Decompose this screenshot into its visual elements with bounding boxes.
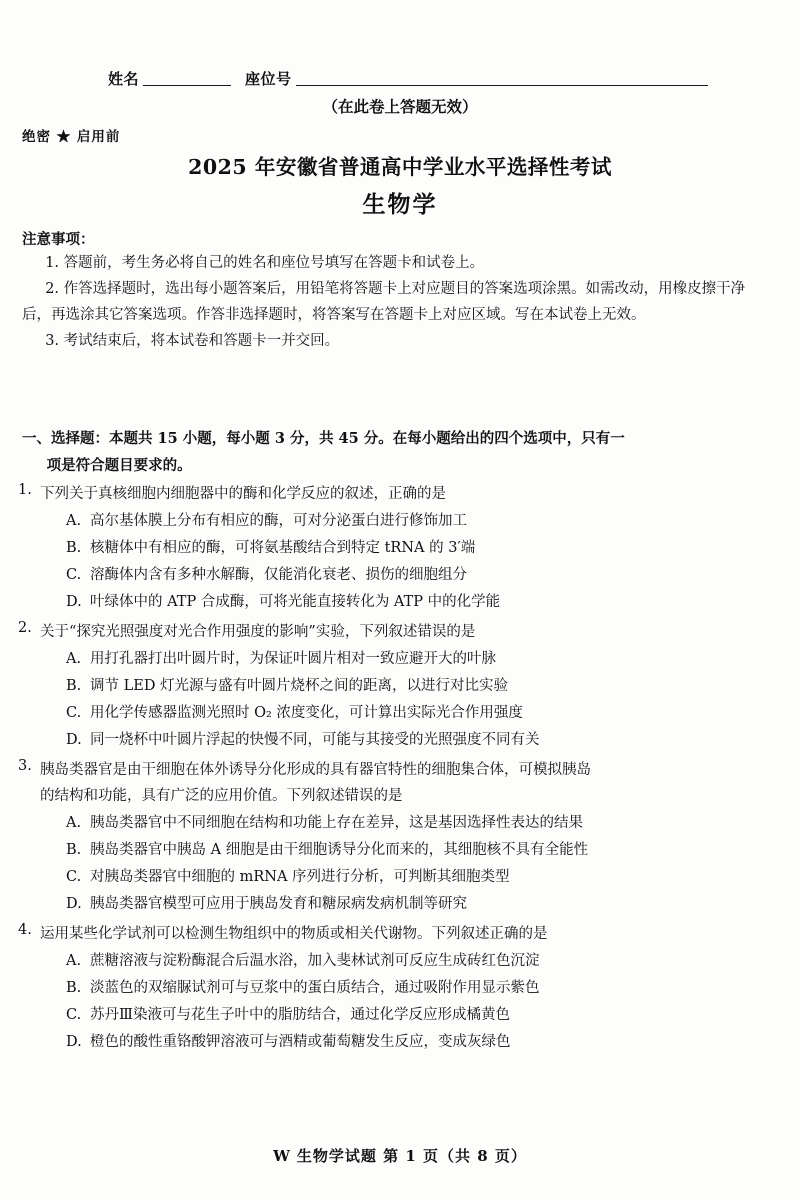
name-label: 姓名 (108, 70, 140, 88)
paper-code: W (273, 1147, 291, 1165)
option-text: 叶绿体中的 ATP 合成酶，可将光能直接转化为 ATP 中的化学能 (90, 594, 501, 610)
notice-item-2: 2. 作答选择题时，选出每小题答案后，用铅笔将答题卡上对应题目的答案选项涂黑。如需改动，用橡皮擦干净后，再选涂其它答案选项。作答非选择题时，将答案写在答题卡上对应区域。写在本试卷上无效。 (22, 281, 746, 323)
option-text: 用打孔器打出叶圆片时，为保证叶圆片相对一致应避开大的叶脉 (90, 651, 496, 667)
option-item[interactable] (40, 508, 786, 535)
invalid-answer-note: （在此卷上答题无效） (322, 97, 478, 116)
section-label: 一、选择题： (22, 430, 109, 447)
section-text-cont: 项是符合题目要求的。 (46, 457, 192, 474)
option-text: 核糖体中有相应的酶，可将氨基酸结合到特定 tRNA 的 3′端 (90, 540, 476, 556)
question-list (18, 482, 786, 1057)
option-text: 淡蓝色的双缩脲试剂可与豆浆中的蛋白质结合，通过吸附作用显示紫色 (90, 980, 540, 996)
question-number: 1. (18, 482, 32, 498)
option-key: C. (66, 705, 82, 721)
option-key: A. (66, 513, 82, 529)
question-item (18, 758, 786, 918)
question-stem: 运用某些化学试剂可以检测生物组织中的物质或相关代谢物。下列叙述正确的是 (40, 926, 548, 942)
option-item[interactable] (40, 1029, 786, 1056)
option-key: D. (66, 1034, 82, 1050)
option-key: A. (66, 953, 82, 969)
option-text: 调节 LED 灯光源与盛有叶圆片烧杯之间的距离，以进行对比实验 (90, 678, 509, 694)
seat-label: 座位号 (245, 70, 292, 88)
option-item[interactable] (40, 700, 786, 727)
option-item[interactable] (40, 891, 800, 918)
option-key: D. (66, 594, 82, 610)
option-text: 用化学传感器监测光照时 O₂ 浓度变化，可计算出实际光合作用强度 (90, 705, 523, 721)
option-text: 高尔基体膜上分布有相应的酶，可对分泌蛋白进行修饰加工 (90, 513, 467, 529)
option-text: 溶酶体内含有多种水解酶，仅能消化衰老、损伤的细胞组分 (90, 567, 467, 583)
option-key: B. (66, 842, 82, 858)
secret-mark: 绝密 ★ 启用前 (22, 129, 121, 145)
option-key: D. (66, 732, 82, 748)
option-text: 胰岛类器官中不同细胞在结构和功能上存在差异，这是基因选择性表达的结果 (90, 815, 583, 831)
question-item (18, 922, 786, 1056)
option-key: C. (66, 1007, 82, 1023)
question-item (18, 620, 786, 754)
page-footer (0, 1145, 800, 1166)
section-heading (22, 425, 770, 479)
option-key: A. (66, 651, 82, 667)
option-item[interactable] (40, 727, 786, 754)
option-item[interactable] (40, 589, 786, 616)
option-text: 橙色的酸性重铬酸钾溶液可与酒精或葡萄糖发生反应，变成灰绿色 (90, 1034, 511, 1050)
option-item[interactable] (40, 646, 786, 673)
question-body (40, 922, 786, 1056)
notice-body (22, 250, 774, 354)
option-key: B. (66, 678, 82, 694)
question-body (40, 620, 786, 754)
question-stem: 关于“探究光照强度对光合作用强度的影响”实验，下列叙述错误的是 (40, 624, 476, 640)
footer-text: 生物学试题 第 1 页（共 8 页） (296, 1147, 527, 1165)
option-key: B. (66, 980, 82, 996)
option-item[interactable] (40, 562, 786, 589)
section-text: 本题共 15 小题，每小题 3 分，共 45 分。在每小题给出的四个选项中，只有一 (109, 430, 625, 447)
question-number: 2. (18, 620, 32, 636)
question-body (40, 758, 800, 918)
question-stem: 胰岛类器官是由干细胞在体外诱导分化形成的具有器官特性的细胞集合体，可模拟胰岛 (40, 762, 591, 778)
option-list (40, 646, 786, 754)
option-item[interactable] (40, 864, 800, 891)
option-text: 对胰岛类器官中细胞的 mRNA 序列进行分析，可判断其细胞类型 (90, 869, 510, 885)
option-key: D. (66, 896, 82, 912)
question-body (40, 482, 786, 616)
option-list (40, 508, 786, 616)
option-text: 蔗糖溶液与淀粉酶混合后温水浴，加入斐林试剂可反应生成砖红色沉淀 (90, 953, 540, 969)
notice-heading: 注意事项： (22, 231, 95, 248)
option-item[interactable] (40, 1002, 786, 1029)
option-list (40, 948, 786, 1056)
option-key: C. (66, 869, 82, 885)
option-item[interactable] (40, 535, 786, 562)
student-id-line (108, 68, 708, 89)
notice-item-3: 3. 考试结束后，将本试卷和答题卡一并交回。 (45, 333, 340, 349)
seat-blank (296, 85, 708, 86)
option-item[interactable] (40, 810, 800, 837)
option-text: 同一烧杯中叶圆片浮起的快慢不同，可能与其接受的光照强度不同有关 (90, 732, 540, 748)
option-text: 胰岛类器官模型可应用于胰岛发育和糖尿病发病机制等研究 (90, 896, 467, 912)
option-text: 胰岛类器官中胰岛 A 细胞是由干细胞诱导分化而来的，其细胞核不具有全能性 (90, 842, 589, 858)
question-stem: 下列关于真核细胞内细胞器中的酶和化学反应的叙述，正确的是 (40, 486, 446, 502)
notice-item-1: 1. 答题前，考生务必将自己的姓名和座位号填写在答题卡和试卷上。 (45, 255, 485, 271)
option-list (40, 810, 800, 918)
option-item[interactable] (40, 975, 786, 1002)
question-stem-cont: 的结构和功能，具有广泛的应用价值。下列叙述错误的是 (40, 788, 403, 804)
subject-title: 生物学 (362, 191, 438, 218)
question-number: 4. (18, 922, 32, 938)
option-key: C. (66, 567, 82, 583)
question-number: 3. (18, 758, 32, 774)
name-blank (143, 85, 231, 86)
option-item[interactable] (40, 948, 786, 975)
exam-title: 2025 年安徽省普通高中学业水平选择性考试 (188, 155, 612, 179)
option-text: 苏丹Ⅲ染液可与花生子叶中的脂肪结合，通过化学反应形成橘黄色 (90, 1007, 510, 1023)
option-key: A. (66, 815, 82, 831)
question-item (18, 482, 786, 616)
option-item[interactable] (40, 837, 800, 864)
option-item[interactable] (40, 673, 786, 700)
option-key: B. (66, 540, 82, 556)
